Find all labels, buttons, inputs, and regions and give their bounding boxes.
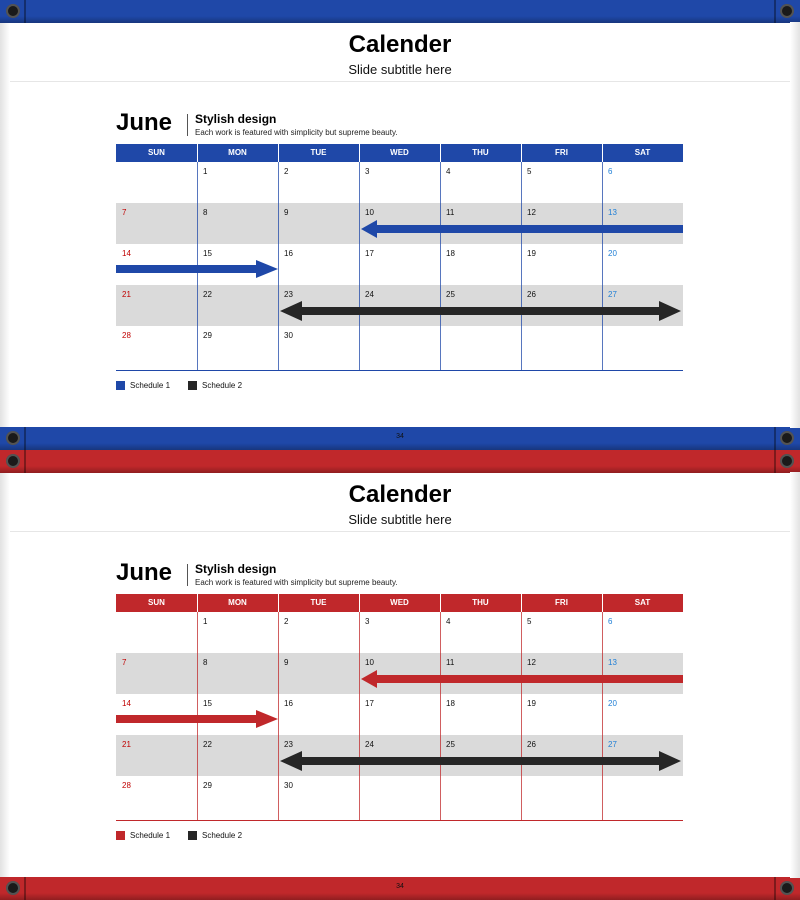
month-label: June xyxy=(116,559,173,586)
day-19[interactable]: 19 xyxy=(527,699,536,708)
screw-icon xyxy=(780,431,794,445)
section-description: Each work is featured with simplicity but supreme beauty. xyxy=(195,578,398,587)
schedule-arrows xyxy=(116,594,683,821)
calendar-grid xyxy=(116,144,683,371)
day-29[interactable]: 29 xyxy=(203,781,212,790)
legend-label: Schedule 2 xyxy=(202,381,243,390)
day-15[interactable]: 15 xyxy=(203,249,212,258)
month-label: June xyxy=(116,109,173,136)
day-15[interactable]: 15 xyxy=(203,699,212,708)
day-11[interactable]: 11 xyxy=(446,208,455,217)
screw-icon xyxy=(780,4,794,18)
day-30[interactable]: 30 xyxy=(284,331,293,340)
day-14[interactable]: 14 xyxy=(122,699,131,708)
day-18[interactable]: 18 xyxy=(446,699,455,708)
page-number: 34 xyxy=(396,433,404,440)
day-21[interactable]: 21 xyxy=(122,740,131,749)
day-28[interactable]: 28 xyxy=(122,781,131,790)
day-12[interactable]: 12 xyxy=(527,658,536,667)
day-20[interactable]: 20 xyxy=(608,249,617,258)
schedule-2-arrow xyxy=(280,751,681,771)
day-13[interactable]: 13 xyxy=(608,208,617,217)
day-24[interactable]: 24 xyxy=(365,290,374,299)
heading-divider xyxy=(187,564,188,586)
legend-swatch xyxy=(188,381,197,390)
day-22[interactable]: 22 xyxy=(203,740,212,749)
legend-swatch xyxy=(188,831,197,840)
weekday-mon: MON xyxy=(228,598,247,607)
legend-label: Schedule 1 xyxy=(130,381,171,390)
weekday-fri: FRI xyxy=(555,148,568,157)
bottom-bar xyxy=(0,427,800,450)
day-23[interactable]: 23 xyxy=(284,740,293,749)
day-3[interactable]: 3 xyxy=(365,617,370,626)
slide-title: Calender xyxy=(348,31,452,58)
day-26[interactable]: 26 xyxy=(527,740,536,749)
day-17[interactable]: 17 xyxy=(365,699,374,708)
day-19[interactable]: 19 xyxy=(527,249,536,258)
legend-swatch xyxy=(116,831,125,840)
day-5[interactable]: 5 xyxy=(527,167,532,176)
day-11[interactable]: 11 xyxy=(446,658,455,667)
day-7[interactable]: 7 xyxy=(122,208,127,217)
slide-subtitle: Slide subtitle here xyxy=(348,512,452,527)
day-29[interactable]: 29 xyxy=(203,331,212,340)
schedule-arrows xyxy=(116,144,683,371)
weekday-sat: SAT xyxy=(634,598,651,607)
screw-icon xyxy=(6,4,20,18)
day-28[interactable]: 28 xyxy=(122,331,131,340)
weekday-tue: TUE xyxy=(310,148,327,157)
day-23[interactable]: 23 xyxy=(284,290,293,299)
weekday-sun: SUN xyxy=(148,598,165,607)
screw-icon xyxy=(780,454,794,468)
top-bar xyxy=(0,0,800,23)
schedule-1-arrow xyxy=(116,260,278,278)
day-6[interactable]: 6 xyxy=(608,617,613,626)
weekday-tue: TUE xyxy=(310,598,327,607)
day-27[interactable]: 27 xyxy=(608,290,617,299)
day-1[interactable]: 1 xyxy=(203,167,208,176)
top-bar xyxy=(0,450,800,473)
day-9[interactable]: 9 xyxy=(284,208,289,217)
schedule-1-arrow xyxy=(361,670,683,688)
schedule-1-arrow xyxy=(361,220,683,238)
day-2[interactable]: 2 xyxy=(284,167,289,176)
day-14[interactable]: 14 xyxy=(122,249,131,258)
day-25[interactable]: 25 xyxy=(446,740,455,749)
day-7[interactable]: 7 xyxy=(122,658,127,667)
weekday-sat: SAT xyxy=(634,148,651,157)
section-heading: Stylish design xyxy=(195,562,277,576)
day-17[interactable]: 17 xyxy=(365,249,374,258)
day-4[interactable]: 4 xyxy=(446,617,451,626)
weekday-thu: THU xyxy=(472,598,489,607)
calendar-grid xyxy=(116,594,683,821)
title-divider xyxy=(10,81,790,82)
screw-icon xyxy=(6,454,20,468)
slide-title: Calender xyxy=(348,481,452,508)
day-25[interactable]: 25 xyxy=(446,290,455,299)
day-6[interactable]: 6 xyxy=(608,167,613,176)
slide-red xyxy=(0,450,800,900)
day-18[interactable]: 18 xyxy=(446,249,455,258)
legend-label: Schedule 1 xyxy=(130,831,171,840)
screw-icon xyxy=(780,881,794,895)
weekday-wed: WED xyxy=(390,598,409,607)
day-26[interactable]: 26 xyxy=(527,290,536,299)
day-16[interactable]: 16 xyxy=(284,249,293,258)
day-30[interactable]: 30 xyxy=(284,781,293,790)
day-8[interactable]: 8 xyxy=(203,658,208,667)
section-heading: Stylish design xyxy=(195,112,277,126)
bottom-bar xyxy=(0,877,800,900)
day-10[interactable]: 10 xyxy=(365,658,374,667)
day-20[interactable]: 20 xyxy=(608,699,617,708)
day-16[interactable]: 16 xyxy=(284,699,293,708)
schedule-2-arrow xyxy=(280,301,681,321)
day-12[interactable]: 12 xyxy=(527,208,536,217)
day-3[interactable]: 3 xyxy=(365,167,370,176)
page-number: 34 xyxy=(396,883,404,890)
weekday-sun: SUN xyxy=(148,148,165,157)
schedule-1-arrow xyxy=(116,710,278,728)
weekday-wed: WED xyxy=(390,148,409,157)
day-9[interactable]: 9 xyxy=(284,658,289,667)
legend-label: Schedule 2 xyxy=(202,831,243,840)
day-24[interactable]: 24 xyxy=(365,740,374,749)
day-1[interactable]: 1 xyxy=(203,617,208,626)
slide-subtitle: Slide subtitle here xyxy=(348,62,452,77)
day-22[interactable]: 22 xyxy=(203,290,212,299)
day-10[interactable]: 10 xyxy=(365,208,374,217)
day-27[interactable]: 27 xyxy=(608,740,617,749)
day-21[interactable]: 21 xyxy=(122,290,131,299)
legend-swatch xyxy=(116,381,125,390)
heading-divider xyxy=(187,114,188,136)
day-5[interactable]: 5 xyxy=(527,617,532,626)
day-4[interactable]: 4 xyxy=(446,167,451,176)
title-divider xyxy=(10,531,790,532)
weekday-fri: FRI xyxy=(555,598,568,607)
weekday-mon: MON xyxy=(228,148,247,157)
day-2[interactable]: 2 xyxy=(284,617,289,626)
section-description: Each work is featured with simplicity but supreme beauty. xyxy=(195,128,398,137)
day-8[interactable]: 8 xyxy=(203,208,208,217)
weekday-thu: THU xyxy=(472,148,489,157)
day-13[interactable]: 13 xyxy=(608,658,617,667)
